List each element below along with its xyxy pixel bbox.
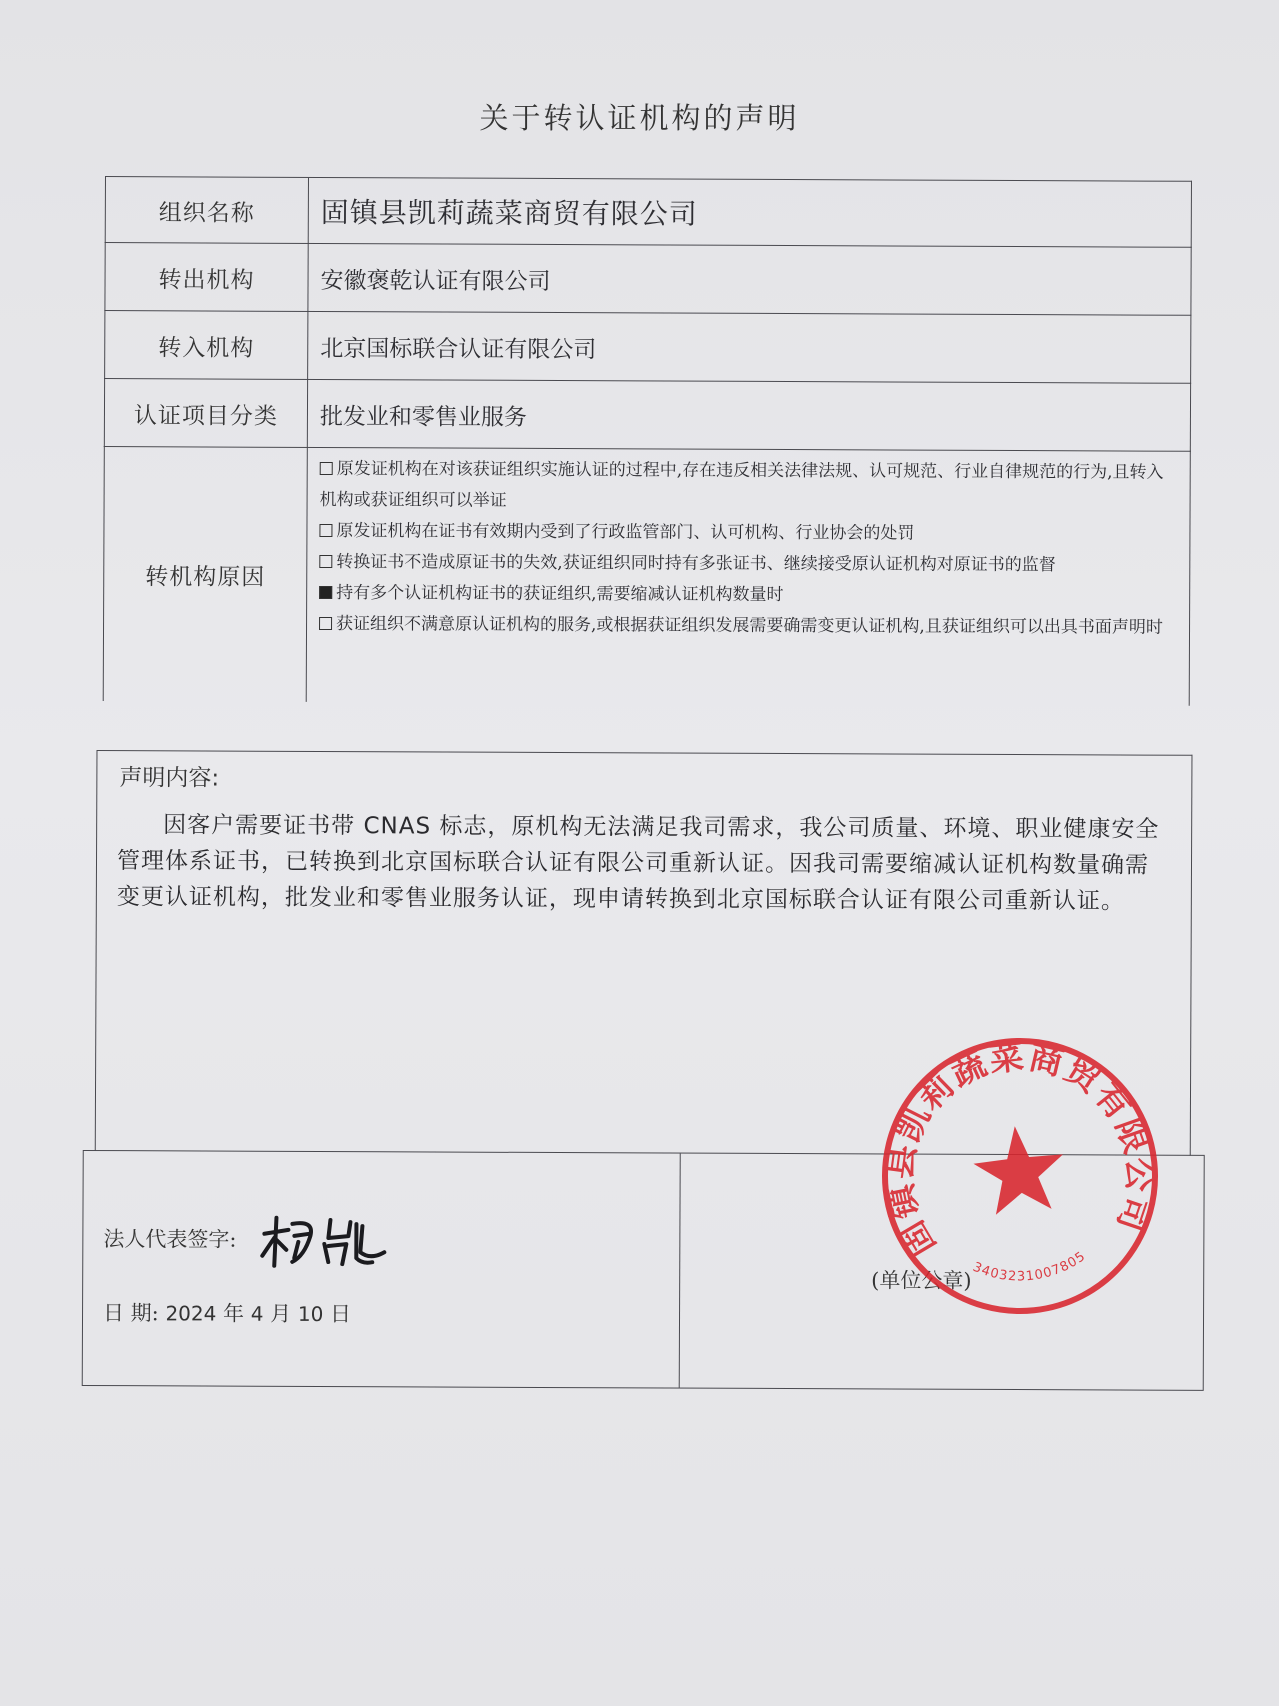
checkbox[interactable] — [319, 555, 332, 568]
statement-label: 声明内容: — [119, 765, 220, 792]
row-transfer-out — [104, 242, 1191, 316]
date-year: 2024 — [165, 1301, 217, 1326]
reason-item — [319, 547, 1179, 582]
row-transfer-reasons — [103, 446, 1191, 706]
signature-label: 法人代表签字: — [103, 1227, 237, 1252]
date-label: 日 期: — [102, 1301, 159, 1326]
field-label: 转出机构 — [105, 243, 308, 312]
date-day: 10 — [297, 1301, 324, 1327]
checkbox-checked[interactable] — [319, 586, 332, 599]
field-label: 转机构原因 — [104, 447, 308, 702]
section-divider — [679, 1154, 681, 1388]
date-day-unit: 日 — [329, 1302, 352, 1327]
reason-text: 获证组织不满意原认证机构的服务,或根据获证组织发展需要确需变更认证机构,且获证组织可以出具书面声明时 — [336, 614, 1163, 638]
checkbox[interactable] — [319, 524, 332, 537]
reason-text: 原发证机构在证书有效期内受到了行政监管部门、认可机构、行业协会的处罚 — [336, 521, 915, 544]
svg-text:固镇县凯莉蔬菜商贸有限公司: 固镇县凯莉蔬菜商贸有限公司 — [879, 1036, 1160, 1263]
svg-text:3403231007805: 3403231007805 — [970, 1248, 1089, 1285]
reason-text: 持有多个认证机构证书的获证组织,需要缩减认证机构数量时 — [336, 583, 784, 606]
date-month: 4 — [250, 1301, 264, 1326]
unit-seal-label: (单位公章) — [871, 1268, 972, 1293]
row-certification-category — [104, 378, 1191, 452]
field-label: 认证项目分类 — [105, 379, 308, 448]
checkbox[interactable] — [319, 617, 332, 630]
row-organization-name — [105, 176, 1192, 248]
date-month-unit: 月 — [270, 1301, 292, 1326]
certification-category-value: 批发业和零售业服务 — [319, 403, 528, 431]
transfer-in-value: 北京国标联合认证有限公司 — [320, 335, 597, 363]
organization-name-value: 固镇县凯莉蔬菜商贸有限公司 — [320, 195, 698, 231]
reason-item — [319, 609, 1179, 644]
reason-text: 原发证机构在对该获证组织实施认证的过程中,存在违反相关法律法规、认可规范、行业自律规范的行为,且转入机构或获证组织可以举证 — [319, 459, 1164, 511]
field-label: 组织名称 — [106, 177, 309, 244]
date-year-unit: 年 — [223, 1301, 245, 1326]
transfer-out-value: 安徽褒乾认证有限公司 — [320, 267, 551, 295]
row-transfer-in — [104, 310, 1191, 384]
statement-body: 因客户需要证书带 CNAS 标志，原机构无法满足我司需求，我公司质量、环境、职业健康安全管理体系证书，已转换到北京国标联合认证有限公司重新认证。因我司需要缩减认证机构数量确需变更认证机构，批发业和零售业服务认证，现申请转换到北京国标联合认证有限公司重新认证。 — [116, 812, 1160, 915]
reason-text: 转换证书不造成原证书的失效,获证组织同时持有多张证书、继续接受原认证机构对原证书的监督 — [336, 552, 1056, 576]
reason-item — [319, 516, 1179, 551]
reason-item — [320, 454, 1180, 520]
document-title: 关于转认证机构的声明 — [479, 101, 800, 135]
reason-item — [319, 578, 1179, 613]
company-seal-stamp — [855, 1011, 1185, 1341]
reason-list — [307, 448, 1190, 706]
field-label: 转入机构 — [105, 311, 308, 380]
star-icon — [970, 1122, 1068, 1217]
handwritten-signature — [258, 1212, 388, 1271]
checkbox[interactable] — [320, 462, 333, 475]
date-row — [103, 1297, 351, 1328]
